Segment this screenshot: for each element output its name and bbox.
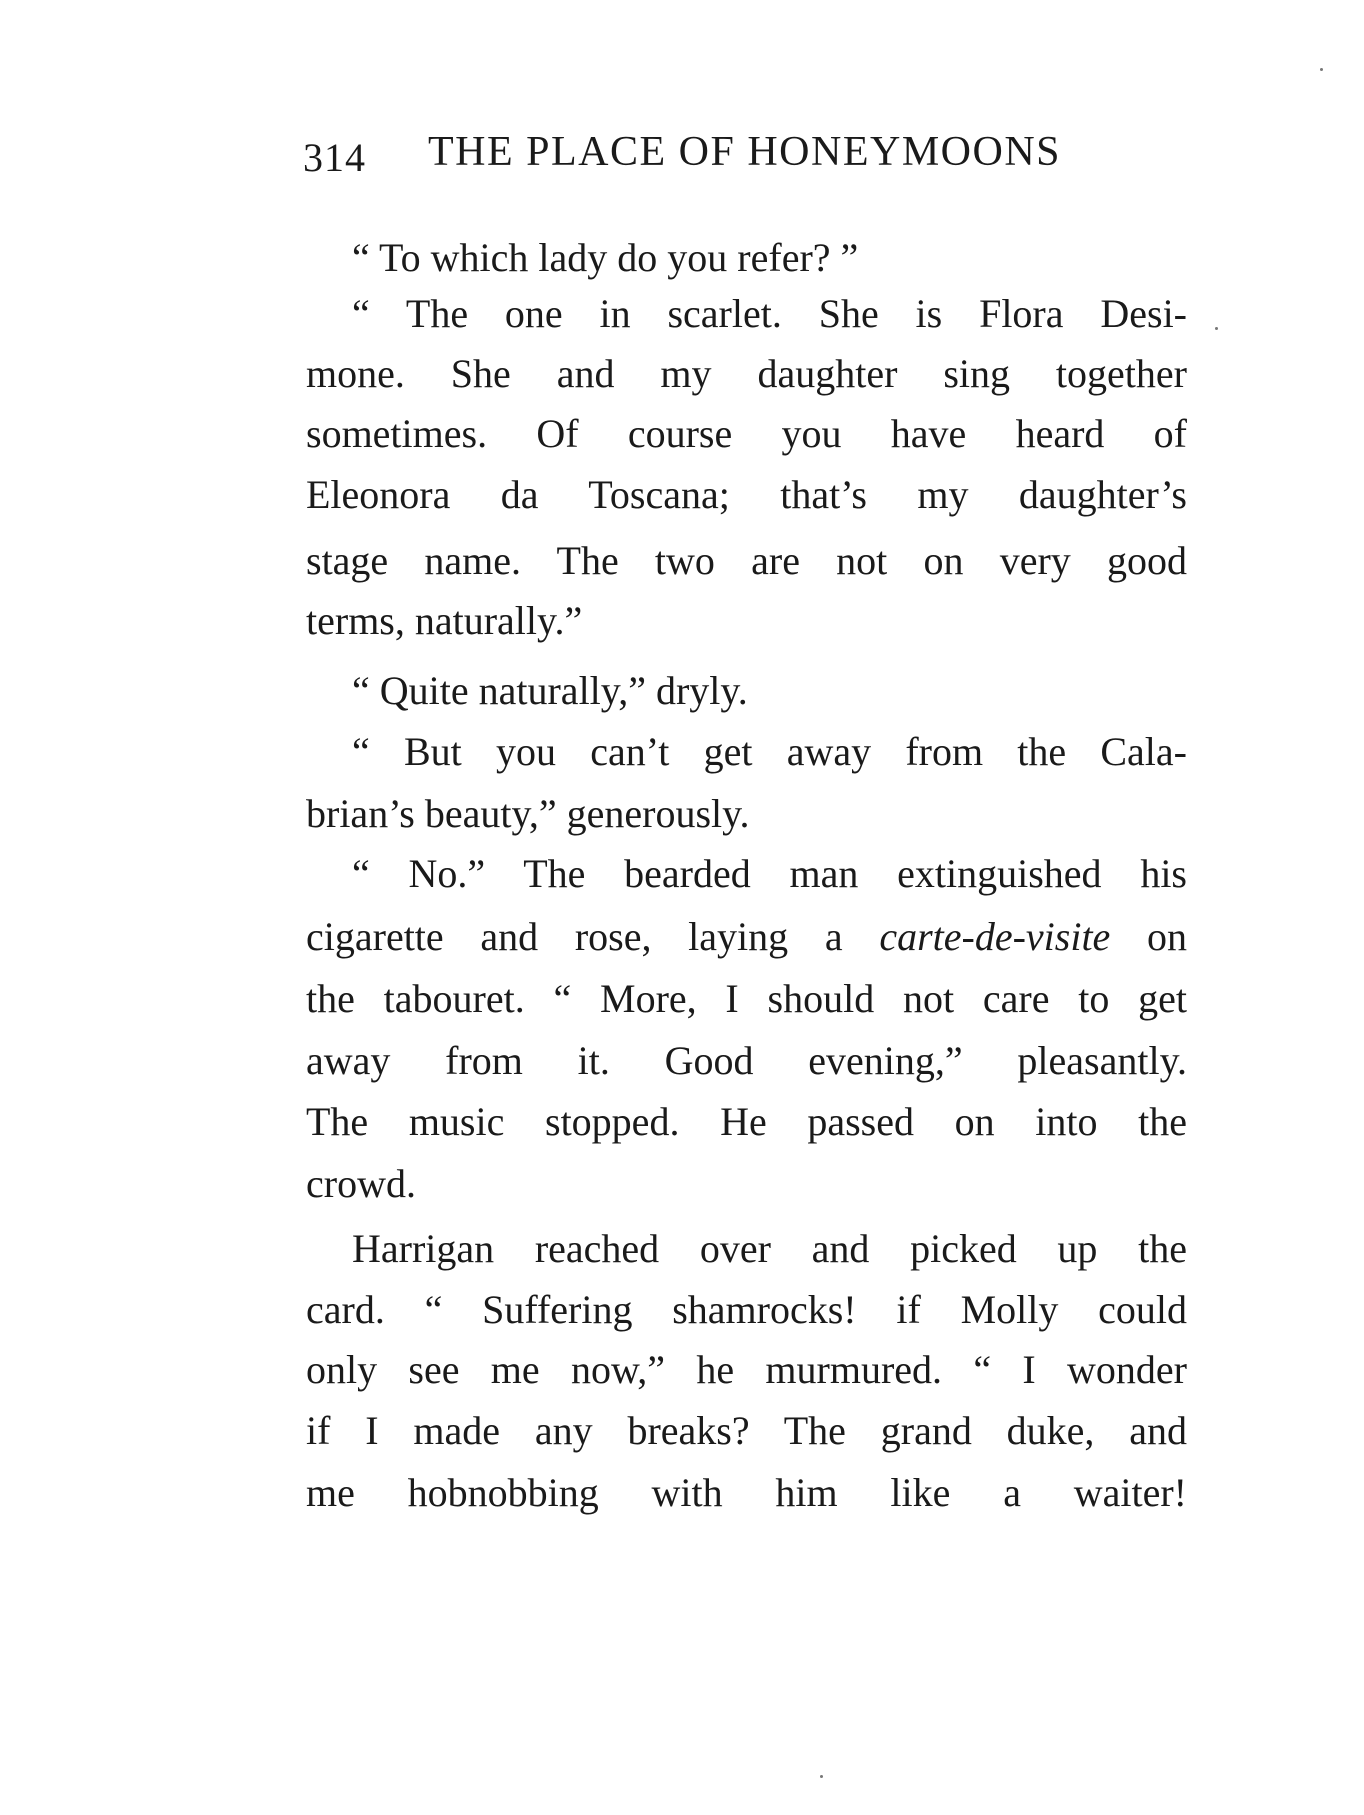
page-number: 314 <box>303 135 366 180</box>
text-line: “ But you can’t get away from the Cala- <box>352 729 1187 774</box>
text-line: Eleonora da Toscana; that’s my daughter’s <box>306 472 1187 517</box>
text-line: “ To which lady do you refer? ” <box>352 235 859 280</box>
text-line: crowd. <box>306 1161 416 1206</box>
text-line-with-italic <box>306 913 1187 961</box>
running-title: THE PLACE OF HONEYMOONS <box>428 129 1062 175</box>
italic-phrase: carte-de-visite <box>879 914 1111 959</box>
scan-speck <box>820 1775 823 1778</box>
text-line: “ No.” The bearded man extinguished his <box>352 851 1187 896</box>
text-line: brian’s beauty,” generously. <box>306 791 750 836</box>
scan-speck <box>1215 327 1218 330</box>
text-line: terms, naturally.” <box>306 598 583 643</box>
text-line: me hobnobbing with him like a waiter! <box>306 1470 1187 1515</box>
text-line: Harrigan reached over and picked up the <box>352 1226 1187 1271</box>
text-line: “ The one in scarlet. She is Flora Desi- <box>352 291 1187 336</box>
text-line: the tabouret. “ More, I should not care to get <box>306 976 1187 1021</box>
text-line: card. “ Suffering shamrocks! if Molly could <box>306 1287 1187 1332</box>
text-line: “ Quite naturally,” dryly. <box>352 668 748 713</box>
text-line: mone. She and my daughter sing together <box>306 351 1187 396</box>
text-line: sometimes. Of course you have heard of <box>306 411 1187 456</box>
page-header <box>303 128 1193 188</box>
text-segment: cigarette and rose, laying a <box>306 914 843 959</box>
text-line: stage name. The two are not on very good <box>306 538 1187 583</box>
text-line: if I made any breaks? The grand duke, and <box>306 1408 1187 1453</box>
scan-speck <box>1320 68 1323 71</box>
text-line: The music stopped. He passed on into the <box>306 1099 1187 1144</box>
text-line: away from it. Good evening,” pleasantly. <box>306 1038 1187 1083</box>
text-segment: on <box>1147 914 1188 959</box>
text-line: only see me now,” he murmured. “ I wonder <box>306 1347 1187 1392</box>
